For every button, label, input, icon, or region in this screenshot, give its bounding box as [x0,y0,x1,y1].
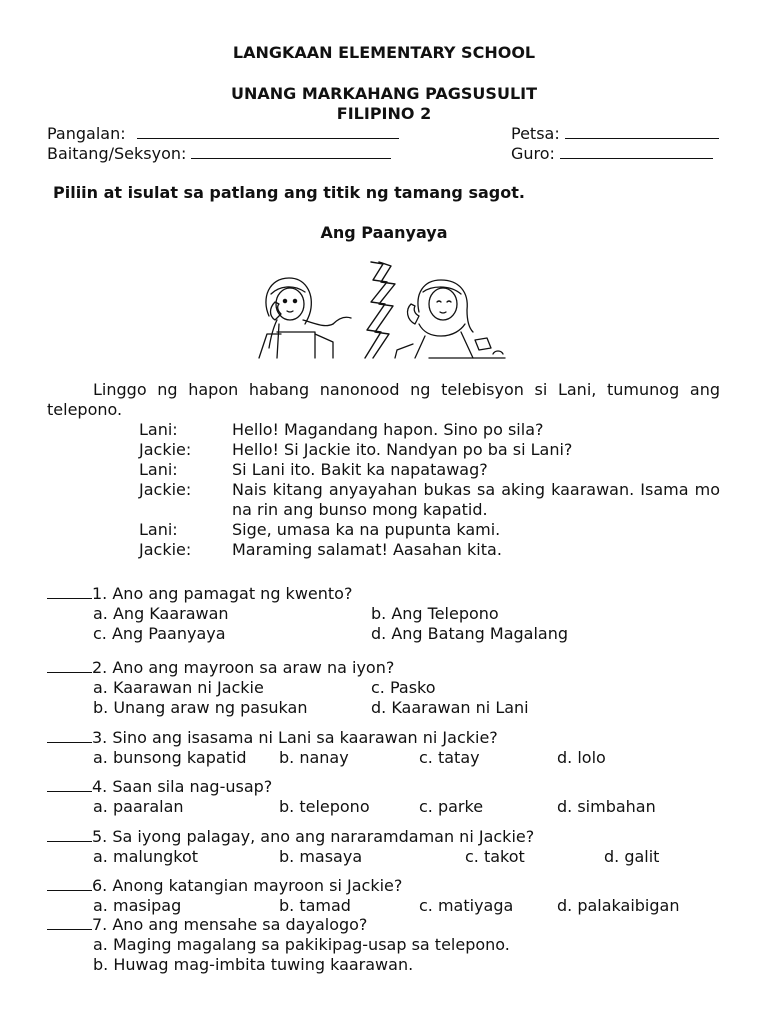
subject-title: FILIPINO 2 [336,104,432,123]
dialogue-line: Nais kitang anyayahan bukas sa aking kaarawan. Isama mo na rin ang bunso mong kapatid. [232,480,720,519]
phone-call-illustration [255,258,513,360]
option: b. telepono [279,797,370,816]
speaker: Lani: [139,460,178,479]
dialogue-line: Maraming salamat! Aasahan kita. [232,540,502,559]
right-girl-figure [395,280,505,358]
speaker: Jackie: [139,440,192,459]
lightning-bolt-icon [365,262,395,358]
dialogue-row [139,420,720,440]
teacher-label: Guro: [511,144,555,163]
question-text: 3. Sino ang isasama ni Lani sa kaarawan ni Jackie? [92,728,498,747]
answer-blank[interactable] [47,584,92,599]
question-3 [47,728,498,748]
option: b. tamad [279,896,351,915]
question-text: 7. Ano ang mensahe sa dayalogo? [92,915,368,934]
option: a. Maging magalang sa pakikipag-usap sa telepono. [93,935,510,954]
speaker: Jackie: [139,480,192,499]
option: a. paaralan [93,797,184,816]
dialogue-row [139,540,720,560]
option: a. Kaarawan ni Jackie [93,678,264,697]
instruction: Piliin at isulat sa patlang ang titik ng tamang sagot. [53,183,525,202]
option: b. Unang araw ng pasukan [93,698,308,717]
option: d. lolo [557,748,606,767]
date-label: Petsa: [511,124,560,143]
answer-blank[interactable] [47,777,92,792]
question-1 [47,584,352,604]
dialogue-row [139,460,720,480]
dialogue-line: Hello! Si Jackie ito. Nandyan po ba si Lani? [232,440,573,459]
question-2 [47,658,394,678]
dialogue-row [139,480,720,520]
option: a. bunsong kapatid [93,748,247,767]
option: c. parke [419,797,484,816]
name-blank[interactable] [137,124,399,139]
question-text: 5. Sa iyong palagay, ano ang nararamdaman ni Jackie? [92,827,535,846]
option: d. Kaarawan ni Lani [371,698,529,717]
option: d. galit [604,847,660,866]
grade-section-blank[interactable] [191,144,391,159]
option: b. Ang Telepono [371,604,499,623]
option: c. Pasko [371,678,436,697]
option: b. Huwag mag-imbita tuwing kaarawan. [93,955,414,974]
grade-section-label: Baitang/Seksyon: [47,144,187,163]
option: a. masipag [93,896,182,915]
teacher-field[interactable] [511,144,713,163]
date-field[interactable] [511,124,719,143]
dialogue-line: Si Lani ito. Bakit ka napatawag? [232,460,488,479]
question-text: 4. Saan sila nag-usap? [92,777,273,796]
option: d. simbahan [557,797,656,816]
dialogue-row [139,440,720,460]
name-label: Pangalan: [47,124,126,143]
name-field[interactable] [47,124,399,143]
option: a. malungkot [93,847,199,866]
dialogue-line: Hello! Magandang hapon. Sino po sila? [232,420,544,439]
option: c. tatay [419,748,480,767]
question-6 [47,876,402,896]
question-text: 2. Ano ang mayroon sa araw na iyon? [92,658,395,677]
teacher-blank[interactable] [560,144,713,159]
question-5 [47,827,534,847]
speaker: Jackie: [139,540,192,559]
option: c. matiyaga [419,896,514,915]
dialogue-row [139,520,720,540]
option: d. Ang Batang Magalang [371,624,569,643]
left-girl-figure [259,278,351,358]
question-7 [47,915,367,935]
answer-blank[interactable] [47,915,92,930]
question-4 [47,777,272,797]
option: d. palakaibigan [557,896,680,915]
speaker: Lani: [139,420,178,439]
option: b. nanay [279,748,349,767]
dialogue-line: Sige, umasa ka na pupunta kami. [232,520,501,539]
story-title: Ang Paanyaya [320,223,448,242]
answer-blank[interactable] [47,728,92,743]
option: b. masaya [279,847,363,866]
question-text: 6. Anong katangian mayroon si Jackie? [92,876,403,895]
speaker: Lani: [139,520,178,539]
dialogue [139,420,720,560]
question-text: 1. Ano ang pamagat ng kwento? [92,584,353,603]
school-name: LANGKAAN ELEMENTARY SCHOOL [232,43,536,62]
option: c. takot [465,847,525,866]
date-blank[interactable] [565,124,719,139]
option: c. Ang Paanyaya [93,624,226,643]
answer-blank[interactable] [47,827,92,842]
grade-section-field[interactable] [47,144,391,163]
exam-title: UNANG MARKAHANG PAGSUSULIT [231,84,537,103]
answer-blank[interactable] [47,876,92,891]
option: a. Ang Kaarawan [93,604,229,623]
story-intro: Linggo ng hapon habang nanonood ng telebisyon si Lani, tumunog ang telepono. [47,380,720,419]
answer-blank[interactable] [47,658,92,673]
